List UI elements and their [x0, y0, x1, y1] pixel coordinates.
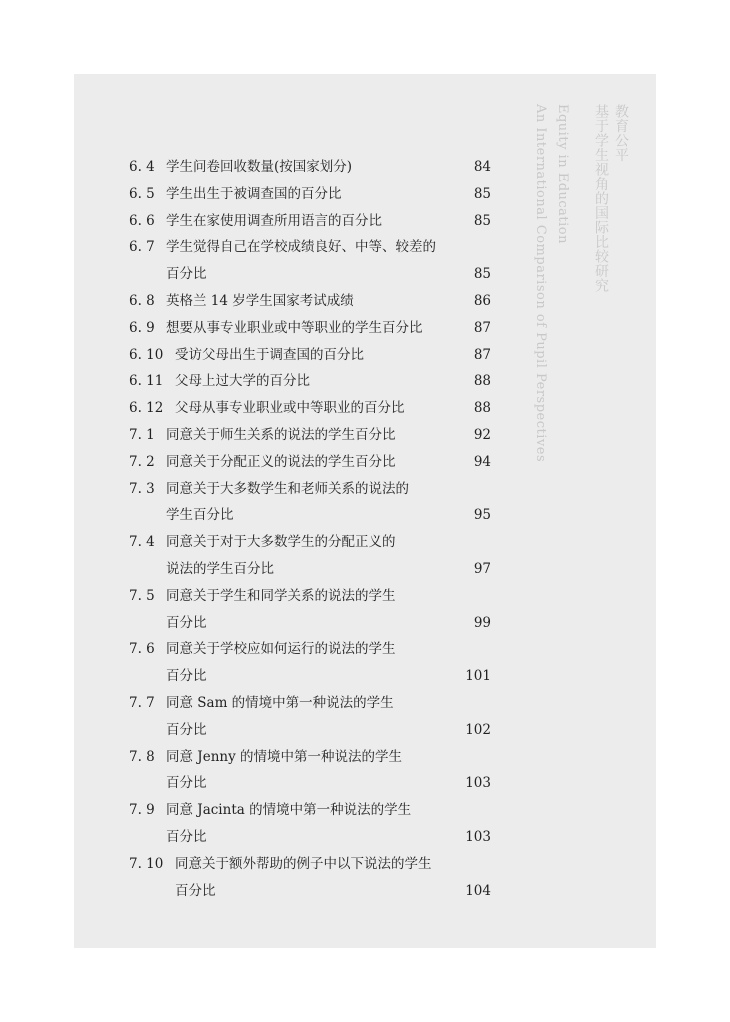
toc-entry-title: 英格兰 14 岁学生国家考试成绩 — [166, 292, 354, 309]
toc-entry-number: 6. 9 — [129, 319, 155, 336]
toc-page-number: 102 — [465, 721, 491, 738]
toc-entry-title: 百分比 — [166, 266, 207, 283]
toc-entry — [129, 398, 491, 425]
toc-entry-title: 学生百分比 — [166, 507, 234, 524]
toc-entry-number: 7. 5 — [129, 587, 155, 604]
toc-entry-continuation — [129, 773, 491, 800]
toc-entry-continuation — [129, 827, 491, 854]
toc-entry — [129, 371, 491, 398]
toc-page-number: 85 — [473, 266, 491, 283]
toc-entry-continuation — [129, 720, 491, 747]
toc-entry-number: 7. 4 — [129, 534, 155, 551]
toc-entry — [129, 318, 491, 345]
toc-entry — [129, 237, 491, 264]
side-subtitle-cn: 基于学生视角的国际比较研究 — [593, 104, 609, 293]
toc-page-number: 97 — [473, 560, 491, 577]
toc-entry — [129, 211, 491, 238]
toc-page-number: 103 — [465, 775, 491, 792]
toc-entry-title: 百分比 — [166, 614, 207, 631]
toc-entry — [129, 479, 491, 506]
toc-page-number: 84 — [473, 159, 491, 175]
toc-entry-title: 同意关于对于大多数学生的分配正义的 — [166, 534, 396, 551]
toc-entry-title: 同意关于分配正义的说法的学生百分比 — [166, 453, 396, 470]
toc-entry — [129, 586, 491, 613]
toc-entry-number: 7. 2 — [129, 453, 155, 470]
toc-entry-number: 7. 1 — [129, 426, 155, 443]
toc-page-number: 85 — [473, 185, 491, 202]
toc-entry — [129, 693, 491, 720]
toc-entry-title: 学生出生于被调查国的百分比 — [166, 185, 342, 202]
side-title-cn: 教育公平 — [613, 104, 629, 162]
toc-entry-continuation — [129, 559, 491, 586]
toc-entry-title: 说法的学生百分比 — [166, 560, 274, 577]
toc-entry — [129, 854, 491, 881]
toc-entry-continuation — [129, 881, 491, 908]
toc-page-number: 95 — [473, 507, 491, 524]
toc-entry-title: 学生在家使用调查所用语言的百分比 — [166, 212, 382, 229]
toc-entry-number: 7. 9 — [129, 802, 155, 819]
toc-entry — [129, 291, 491, 318]
toc-entry-title: 同意关于学校应如何运行的说法的学生 — [166, 641, 396, 658]
table-of-contents — [129, 157, 491, 907]
toc-entry-continuation — [129, 613, 491, 640]
toc-entry-title: 百分比 — [166, 828, 207, 845]
toc-entry-title: 百分比 — [166, 668, 207, 685]
toc-entry-number: 6. 12 — [129, 400, 164, 417]
toc-entry-continuation — [129, 666, 491, 693]
toc-entry-title: 同意 Jacinta 的情境中第一种说法的学生 — [166, 802, 412, 819]
toc-page-number: 85 — [473, 212, 491, 229]
toc-page-number: 88 — [473, 400, 491, 417]
toc-entry-number: 6. 8 — [129, 292, 155, 309]
toc-page-number: 94 — [473, 453, 491, 470]
toc-entry-title: 同意 Jenny 的情境中第一种说法的学生 — [166, 748, 402, 765]
toc-entry — [129, 157, 491, 184]
toc-entry-number: 7. 6 — [129, 641, 155, 658]
toc-page-number: 86 — [473, 292, 491, 309]
toc-entry-number: 6. 5 — [129, 185, 155, 202]
toc-entry — [129, 425, 491, 452]
toc-page-number: 103 — [465, 828, 491, 845]
toc-page-number: 87 — [473, 319, 491, 336]
toc-entry-title: 同意关于学生和同学关系的说法的学生 — [166, 587, 396, 604]
toc-entry — [129, 747, 491, 774]
toc-entry — [129, 800, 491, 827]
toc-entry-number: 6. 11 — [129, 373, 164, 390]
toc-page-number: 104 — [465, 882, 491, 899]
toc-entry-title: 学生问卷回收数量(按国家划分) — [166, 159, 353, 175]
toc-entry-number: 6. 10 — [129, 346, 164, 363]
toc-page-number: 101 — [465, 668, 491, 685]
toc-entry-number: 6. 6 — [129, 212, 155, 229]
toc-entry-title: 同意 Sam 的情境中第一种说法的学生 — [166, 694, 394, 711]
toc-entry — [129, 639, 491, 666]
toc-entry-title: 父母从事专业职业或中等职业的百分比 — [175, 400, 405, 417]
toc-entry-title: 同意关于大多数学生和老师关系的说法的 — [166, 480, 409, 497]
toc-entry-title: 想要从事专业职业或中等职业的学生百分比 — [166, 319, 423, 336]
toc-entry-number: 7. 3 — [129, 480, 155, 497]
side-subtitle-en: An International Comparison of Pupil Perspectives — [533, 104, 548, 463]
toc-entry-number: 6. 4 — [129, 159, 155, 175]
toc-entry-continuation — [129, 264, 491, 291]
toc-entry — [129, 532, 491, 559]
toc-entry-title: 百分比 — [166, 721, 207, 738]
toc-entry-title: 同意关于额外帮助的例子中以下说法的学生 — [175, 855, 432, 872]
toc-entry-title: 同意关于师生关系的说法的学生百分比 — [166, 426, 396, 443]
toc-entry-number: 7. 8 — [129, 748, 155, 765]
toc-page-number: 92 — [473, 426, 491, 443]
toc-entry-number: 6. 7 — [129, 239, 155, 256]
toc-entry — [129, 452, 491, 479]
toc-page-number: 87 — [473, 346, 491, 363]
toc-entry-title: 父母上过大学的百分比 — [175, 373, 310, 390]
toc-entry — [129, 184, 491, 211]
toc-entry-continuation — [129, 505, 491, 532]
toc-entry-number: 7. 7 — [129, 694, 155, 711]
toc-page-number: 88 — [473, 373, 491, 390]
toc-entry — [129, 345, 491, 372]
toc-page-number: 99 — [473, 614, 491, 631]
toc-entry-title: 百分比 — [175, 882, 216, 899]
toc-entry-title: 百分比 — [166, 775, 207, 792]
toc-entry-title: 受访父母出生于调查国的百分比 — [175, 346, 364, 363]
side-title-en: Equity in Education — [555, 104, 570, 245]
toc-entry-number: 7. 10 — [129, 855, 164, 872]
toc-entry-title: 学生觉得自己在学校成绩良好、中等、较差的 — [166, 239, 436, 256]
